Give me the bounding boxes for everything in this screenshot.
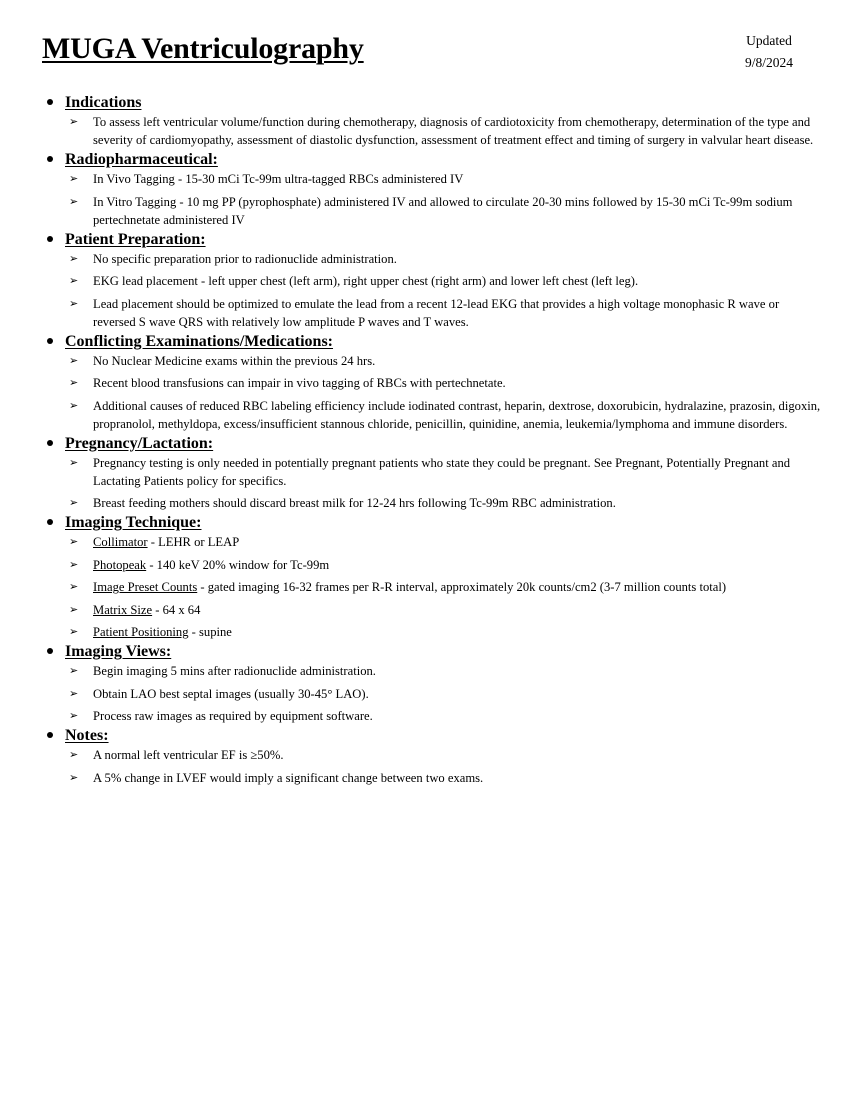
arrow-bullet-icon: ➢ <box>69 665 79 677</box>
section-heading-text: Radiopharmaceutical: <box>65 151 218 168</box>
item-text: Pregnancy testing is only needed in potentially pregnant patients who state they could be pregnant. See Pregnant, Potentially Pregnant and Lactating Patients policy for specifics. <box>93 455 791 488</box>
list-item <box>44 494 824 512</box>
list-item <box>44 533 824 551</box>
list-item-text <box>93 601 824 619</box>
section-heading <box>44 331 824 352</box>
item-text: In Vitro Tagging - 10 mg PP (pyrophosphate) administered IV and allowed to circulate 20-30 mins followed by 15-30 mCi Tc-99m sodium pertechnetate administered IV <box>93 194 793 227</box>
section-list <box>44 113 824 149</box>
list-item <box>44 578 824 596</box>
section-list <box>44 170 824 229</box>
arrow-bullet-icon: ➢ <box>69 749 79 761</box>
list-item-text <box>93 707 824 725</box>
arrow-bullet-icon: ➢ <box>69 399 79 412</box>
section-list <box>44 533 824 641</box>
item-label: Photopeak <box>93 557 147 572</box>
arrow-bullet-icon: ➢ <box>69 603 79 616</box>
item-text: - supine <box>188 625 232 639</box>
item-text: EKG lead placement - left upper chest (left arm), right upper chest (right arm) and lower left chest (left leg). <box>93 274 639 288</box>
section-heading-text: Indications <box>65 94 142 111</box>
list-item-text <box>93 662 824 680</box>
arrow-bullet-icon: ➢ <box>69 173 79 185</box>
list-item <box>44 556 824 574</box>
arrow-bullet-icon: ➢ <box>69 252 79 265</box>
bullet-icon <box>44 726 65 744</box>
bullet-icon <box>44 434 65 452</box>
arrow-bullet-icon: ➢ <box>69 297 79 310</box>
updated-date: 9/8/2024 <box>744 55 793 70</box>
section-radiopharmaceutical <box>44 149 824 229</box>
list-item <box>44 193 824 229</box>
list-item <box>44 272 824 290</box>
bullet-icon <box>44 93 65 111</box>
item-text: Breast feeding mothers should discard breast milk for 12-24 hrs following Tc-99m RBC administration. <box>93 496 616 510</box>
section-heading-text: Notes: <box>65 727 109 744</box>
section-heading-text: Conflicting Examinations/Medications: <box>65 332 334 350</box>
list-item <box>44 295 824 331</box>
item-label: Collimator <box>93 535 148 549</box>
item-text: Additional causes of reduced RBC labeling efficiency include iodinated contrast, heparin, dextrose, doxorubicin, hydralazine, prazosin, digoxin, propranolol, methyldopa, excess/insufficient stannous chloride, penicillin, quinidine, anemia, leukemia/lymphoma and immune disorders. <box>93 398 821 431</box>
item-text: - gated imaging 16-32 frames per R-R interval, approximately 20k counts/cm2 (3-7 million counts total) <box>197 580 727 594</box>
list-item-text <box>93 113 824 149</box>
item-text: Process raw images as required by equipment software. <box>93 709 373 723</box>
section-heading-text: Imaging Views: <box>65 643 172 660</box>
list-item <box>44 623 824 641</box>
list-item-text <box>93 374 824 392</box>
list-item <box>44 454 824 490</box>
list-item-text <box>93 454 824 490</box>
updated-label: Updated <box>746 33 792 48</box>
updated-stamp <box>745 30 793 74</box>
list-item <box>44 250 824 268</box>
arrow-bullet-icon: ➢ <box>69 626 79 638</box>
item-text: No specific preparation prior to radionuclide administration. <box>93 251 397 266</box>
item-text: To assess left ventricular volume/function during chemotherapy, diagnosis of cardiotoxicity from chemotherapy, determination of the type and severity of cardiomyopathy, assessment of diastolic dysfunction, assessment of treatment effect and timing of surgery in valvular heart disease. <box>93 115 814 147</box>
item-text: In Vivo Tagging - 15-30 mCi Tc-99m ultra-tagged RBCs administered IV <box>93 172 464 186</box>
list-item <box>44 601 824 619</box>
arrow-bullet-icon: ➢ <box>69 456 79 469</box>
list-item-text <box>93 685 824 703</box>
section-list <box>44 662 824 725</box>
list-item <box>44 746 824 764</box>
arrow-bullet-icon: ➢ <box>69 195 79 208</box>
bullet-icon <box>44 230 65 248</box>
item-text: - 140 keV 20% window for Tc-99m <box>146 557 330 572</box>
section-heading-text: Patient Preparation: <box>65 230 206 248</box>
section-list <box>44 250 824 331</box>
arrow-bullet-icon: ➢ <box>69 558 79 571</box>
arrow-bullet-icon: ➢ <box>69 354 79 367</box>
bullet-icon <box>44 642 65 660</box>
section-patient-preparation <box>44 229 824 331</box>
list-item-text <box>93 746 824 764</box>
list-item <box>44 397 824 433</box>
section-indications <box>44 92 824 149</box>
list-item <box>44 170 824 188</box>
item-text: Recent blood transfusions can impair in vivo tagging of RBCs with pertechnetate. <box>93 376 506 390</box>
section-heading <box>44 433 824 454</box>
list-item-text <box>93 533 824 551</box>
section-heading <box>44 229 824 250</box>
section-heading <box>44 725 824 746</box>
list-item <box>44 374 824 392</box>
list-item-text <box>93 170 824 188</box>
list-item-text <box>93 578 824 596</box>
arrow-bullet-icon: ➢ <box>69 687 79 700</box>
item-text: A normal left ventricular EF is ≥50%. <box>93 748 284 762</box>
arrow-bullet-icon: ➢ <box>69 536 79 548</box>
item-text: No Nuclear Medicine exams within the previous 24 hrs. <box>93 353 376 368</box>
item-text: Begin imaging 5 mins after radionuclide administration. <box>93 664 376 678</box>
section-conflicting-examinations-medications <box>44 331 824 433</box>
arrow-bullet-icon: ➢ <box>69 116 79 128</box>
list-item-text <box>93 769 824 787</box>
item-text: Obtain LAO best septal images (usually 30-45° LAO). <box>93 686 369 701</box>
item-text: - LEHR or LEAP <box>147 535 240 549</box>
list-item <box>44 662 824 680</box>
list-item <box>44 707 824 725</box>
list-item <box>44 352 824 370</box>
document-body <box>44 92 824 787</box>
section-heading <box>44 512 824 533</box>
section-pregnancy-lactation <box>44 433 824 513</box>
section-list <box>44 454 824 513</box>
arrow-bullet-icon: ➢ <box>69 275 79 287</box>
arrow-bullet-icon: ➢ <box>69 377 79 389</box>
list-item-text <box>93 556 824 574</box>
list-item <box>44 685 824 703</box>
item-text: - 64 x 64 <box>152 602 201 617</box>
list-item-text <box>93 623 824 641</box>
item-label: Matrix Size <box>93 602 153 617</box>
list-item <box>44 113 824 149</box>
section-imaging-views <box>44 641 824 725</box>
bullet-icon <box>44 150 65 168</box>
arrow-bullet-icon: ➢ <box>69 497 79 509</box>
section-heading-text: Imaging Technique: <box>65 514 202 531</box>
item-label: Patient Positioning <box>93 625 189 639</box>
bullet-icon <box>44 513 65 531</box>
list-item-text <box>93 494 824 512</box>
section-imaging-technique <box>44 512 824 641</box>
section-heading <box>44 149 824 170</box>
arrow-bullet-icon: ➢ <box>69 771 79 784</box>
item-text: A 5% change in LVEF would imply a significant change between two exams. <box>93 770 484 785</box>
list-item <box>44 769 824 787</box>
section-heading <box>44 641 824 662</box>
item-text: Lead placement should be optimized to emulate the lead from a recent 12-lead EKG that provides a high voltage monophasic R wave or reversed S wave QRS with relatively low amplitude P waves and T waves. <box>93 296 780 329</box>
list-item-text <box>93 295 824 331</box>
section-heading <box>44 92 824 113</box>
section-list <box>44 352 824 433</box>
list-item-text <box>93 352 824 370</box>
section-heading-text: Pregnancy/Lactation: <box>65 434 214 452</box>
arrow-bullet-icon: ➢ <box>69 581 79 593</box>
arrow-bullet-icon: ➢ <box>69 710 79 722</box>
list-item-text <box>93 272 824 290</box>
section-list <box>44 746 824 787</box>
item-label: Image Preset Counts <box>93 580 198 594</box>
section-notes <box>44 725 824 787</box>
page-title: MUGA Ventriculography <box>42 32 364 65</box>
bullet-icon <box>44 332 65 350</box>
list-item-text <box>93 250 824 268</box>
list-item-text <box>93 397 824 433</box>
list-item-text <box>93 193 824 229</box>
